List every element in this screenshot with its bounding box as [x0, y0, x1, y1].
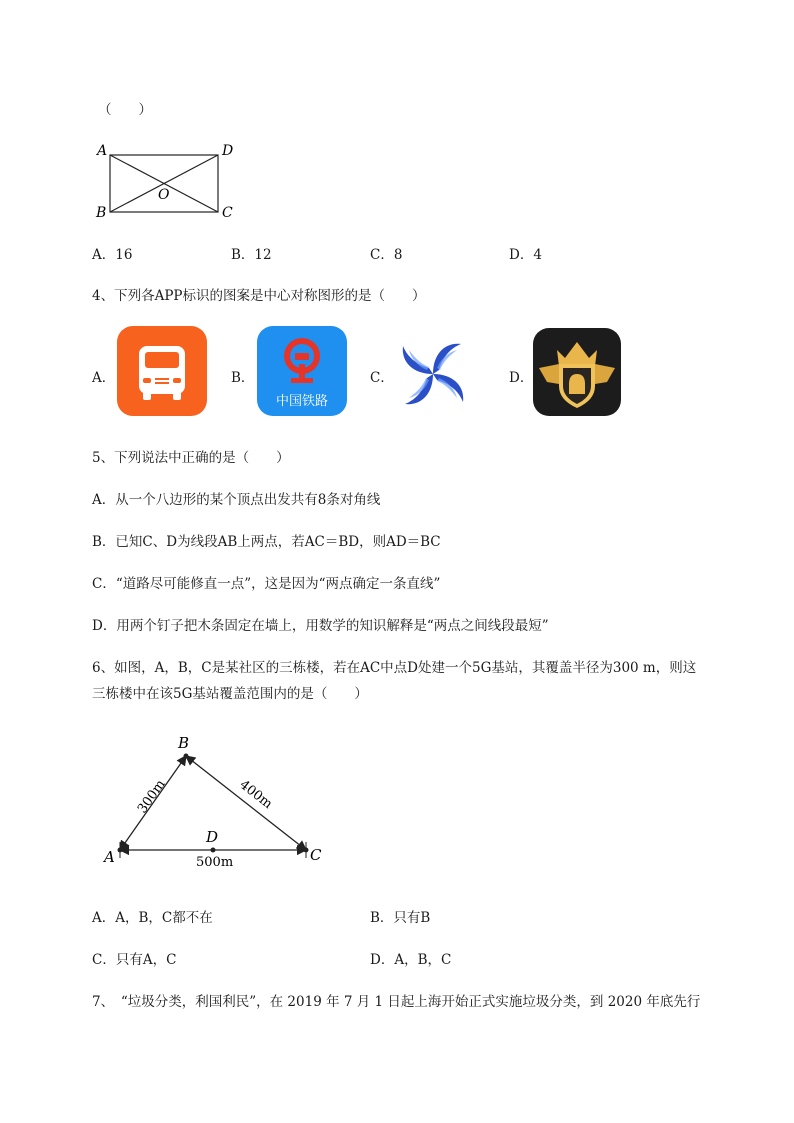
vertex-a-label: A: [97, 143, 108, 159]
q6-stem-line2: 三栋楼中在该5G基站覆盖范围内的是（ ）: [92, 686, 368, 702]
q5-stem: 5、下列说法中正确的是（ ）: [92, 450, 290, 466]
q6-option-b: B．只有B: [370, 910, 431, 926]
blue-swirl-icon: [393, 334, 473, 414]
q6-stem-line1: 6、如图，A，B，C是某社区的三栋楼，若在AC中点D处建一个5G基站，其覆盖半径为300 m，则这: [92, 660, 697, 676]
side-ac-length: 500m: [196, 855, 234, 870]
q5-option-b: B．已知C、D为线段AB上两点，若AC＝BD，则AD＝BC: [92, 534, 441, 550]
q5-option-d: D．用两个钉子把木条固定在墙上，用数学的知识解释是“两点之间线段最短”: [92, 618, 549, 634]
q3-option-a: A．16: [92, 247, 133, 263]
vertex-c-label: C: [222, 205, 233, 221]
q6-option-c: C．只有A，C: [92, 952, 177, 968]
q7-stem: 7、 “垃圾分类，利国利民”，在 2019 年 7 月 1 日起上海开始正式实施垃圾分类，到 2020 年底先行: [92, 994, 701, 1010]
q6-option-d: D．A，B，C: [370, 952, 452, 968]
rectangle-figure: [92, 138, 252, 224]
q4-option-c-label: C．: [370, 370, 394, 386]
q3-option-b: B．12: [231, 247, 272, 263]
side-bc-length: 400m: [236, 777, 276, 813]
q4-option-a-label: A．: [92, 370, 116, 386]
triangle-figure: [96, 730, 336, 875]
q4-option-d-label: D．: [509, 370, 534, 386]
midpoint-d-label: D: [206, 828, 219, 846]
vertex-b-label: B: [178, 734, 190, 752]
q5-option-a: A．从一个八边形的某个顶点出发共有8条对角线: [92, 492, 381, 508]
vertex-b-label: B: [96, 205, 107, 221]
q3-answer-paren: （ ）: [98, 102, 152, 118]
center-o-label: O: [158, 187, 170, 203]
side-ab-length: 300m: [134, 777, 169, 817]
vertex-d-label: D: [222, 143, 234, 159]
q3-option-d: D．4: [509, 247, 542, 263]
china-railway-app-icon: [257, 326, 347, 416]
vertex-c-label: C: [310, 846, 322, 864]
q4-stem: 4、下列各APP标识的图案是中心对称图形的是（ ）: [92, 288, 426, 304]
q3-option-c: C．8: [370, 247, 403, 263]
q5-option-c: C．“道路尽可能修直一点”，这是因为“两点确定一条直线”: [92, 576, 441, 592]
crown-shield-app-icon: [533, 328, 621, 416]
vertex-a-label: A: [104, 848, 115, 866]
q6-option-a: A．A，B，C都不在: [92, 910, 213, 926]
q4-option-b-label: B．: [231, 370, 255, 386]
truck-app-icon: [117, 326, 207, 416]
china-railway-text: 中国铁路: [275, 394, 328, 409]
